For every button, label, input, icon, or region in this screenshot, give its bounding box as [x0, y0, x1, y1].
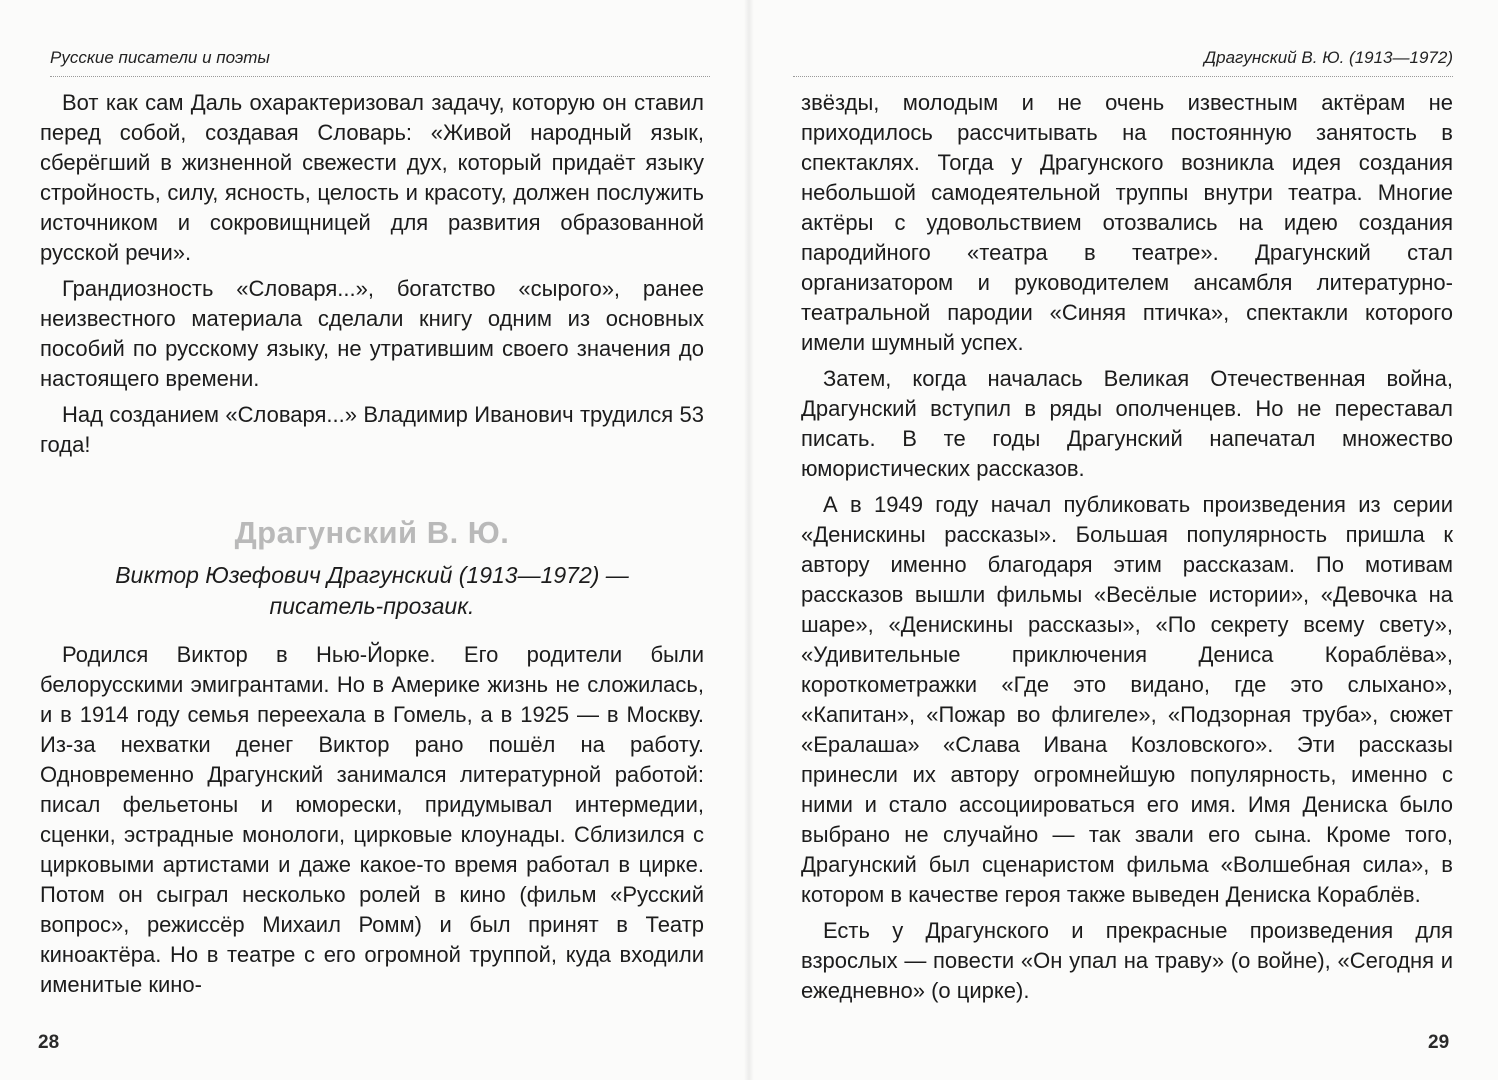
page-number-left: 28	[38, 1032, 60, 1053]
left-running-head: Русские писатели и поэты	[50, 48, 710, 77]
section-subtitle	[40, 560, 704, 622]
subtitle-line-2: писатель-прозаик.	[269, 593, 475, 619]
paragraph-dictionary-years: Над созданием «Словаря...» Владимир Иванович трудился 53 года!	[40, 402, 704, 457]
paragraph-dictionary-significance: Грандиозность «Словаря...», богатство «сырого», ранее неизвестного материала сделали книгу одним из основных пособий по русскому языку, не утратившим своего значения до настоящего времени.	[40, 276, 704, 391]
paragraph-dal-quote: Вот как сам Даль охарактеризовал задачу, которую он ставил перед собой, создавая Словарь: «Живой народный язык, сберёгший в жизненной свежести дух, который придаёт языку стройность, силу, ясность, целость и красоту, должен послужить источником и сокровищницей для развития образованной русской речи».	[40, 90, 704, 265]
subtitle-line-1: Виктор Юзефович Драгунский (1913—1972) —	[115, 562, 629, 588]
right-running-head: Драгунский В. Ю. (1913—1972)	[793, 48, 1453, 77]
right-text	[801, 88, 1453, 1012]
left-top-text	[40, 88, 704, 466]
right-page	[749, 0, 1498, 1080]
paragraph-adult-works: Есть у Драгунского и прекрасные произведения для взрослых — повести «Он упал на траву» (о войне), «Сегодня и ежедневно» (о цирке).	[801, 918, 1453, 1003]
paragraph-theatre: звёзды, молодым и не очень известным актёрам не приходилось рассчитывать на постоянную занятость в спектаклях. Тогда у Драгунского возникла идея создания небольшой самодеятельной труппы внутри театра. Многие актёры с удовольствием отозвались на идею создания пародийного «театра в театре». Драгунский стал организатором и руководителем ансамбля литературно-театральной пародии «Синяя птичка», спектакли которого имели шумный успех.	[801, 90, 1453, 355]
page-number-right: 29	[1428, 1032, 1450, 1053]
paragraph-war: Затем, когда началась Великая Отечественная война, Драгунский вступил в ряды ополченцев. Но не переставал писать. В те годы Драгунский напечатал множество юмористических рассказов.	[801, 366, 1453, 481]
paragraph-biography: Родился Виктор в Нью-Йорке. Его родители были белорусскими эмигрантами. Но в Америке жизнь не сложилась, и в 1914 году семья переехала в Гомель, а в 1925 — в Москву. Из-за нехватки денег Виктор рано пошёл на работу. Одновременно Драгунский занимался литературной работой: писал фельетоны и юморески, придумывал интермедии, сценки, эстрадные монологи, цирковые клоунады. Сблизился с цирковыми артистами и даже какое-то время работал в цирке. Потом он сыграл несколько ролей в кино (фильм «Русский вопрос», режиссёр Михаил Ромм) и был принят в Театр киноактёра. Но в театре с его огромной труппой, куда входили именитые кино-	[40, 642, 704, 997]
paragraph-deniskiny-rasskazy: А в 1949 году начал публиковать произведения из серии «Денискины рассказы». Большая популярность пришла к автору именно благодаря этим рассказам. По мотивам рассказов вышли фильмы «Весёлые истории», «Девочка на шаре», «Денискины рассказы», «По секрету всему свету», «Удивительные приключения Дениса Кораблёва», короткометражки «Где это видано, где это слыхано», «Капитан», «Пожар во флигеле», «Подзорная труба», сюжет «Ералаша» «Слава Ивана Козловского». Эти рассказы принесли их автору огромнейшую популярность, именно с ними и стало ассоциироваться его имя. Имя Дениска было выбрано не случайно — так звали его сына. Кроме того, Драгунский был сценаристом фильма «Волшебная сила», в котором в качестве героя также выведен Дениска Кораблёв.	[801, 492, 1453, 907]
section-title: Драгунский В. Ю.	[234, 515, 510, 550]
left-bottom-text	[40, 640, 704, 1006]
